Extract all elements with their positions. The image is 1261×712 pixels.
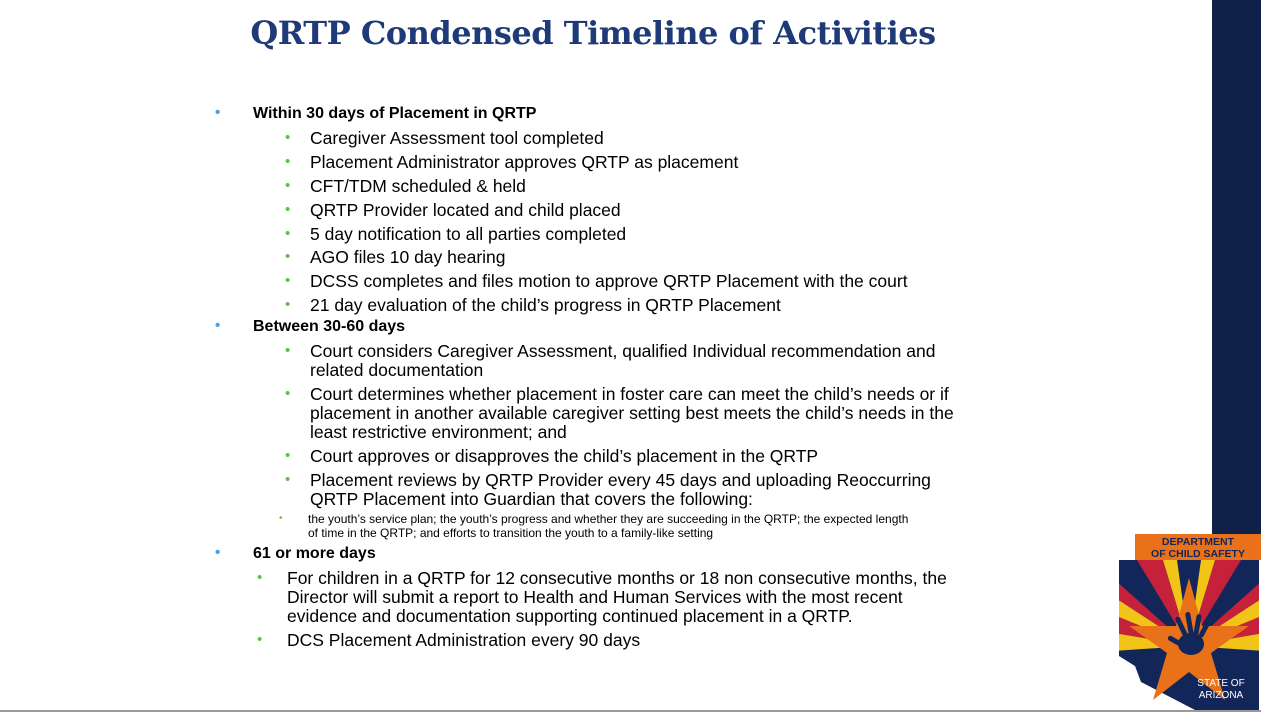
bullet-icon: •	[215, 104, 221, 121]
slide-title: QRTP Condensed Timeline of Activities	[250, 14, 936, 52]
logo-text-line3: STATE OF	[1197, 678, 1245, 689]
bullet-icon: •	[285, 296, 291, 313]
bullet-icon: •	[285, 385, 291, 402]
bullet-icon: •	[257, 631, 263, 648]
bullet-icon: •	[285, 342, 291, 359]
logo-text-line4: ARIZONA	[1198, 690, 1244, 701]
bullet-icon: •	[279, 513, 283, 524]
bullet-icon: •	[285, 225, 291, 242]
bullet-icon: •	[285, 129, 291, 146]
logo-text-line1: DEPARTMENT	[1161, 536, 1235, 548]
bullet-icon: •	[257, 569, 263, 586]
bullet-icon: •	[215, 317, 221, 334]
bullet-icon: •	[285, 153, 291, 170]
bullet-icon: •	[285, 177, 291, 194]
bullet-icon: •	[285, 272, 291, 289]
bullet-icon: •	[285, 201, 291, 218]
bullet-icon: •	[285, 471, 291, 488]
bullet-icon: •	[285, 248, 291, 265]
bullet-icon: •	[285, 447, 291, 464]
bullet-icon: •	[215, 544, 221, 561]
dcs-logo	[1117, 534, 1261, 710]
logo-text-line2: OF CHILD SAFETY	[1151, 548, 1245, 560]
right-accent-bar	[1212, 0, 1261, 540]
